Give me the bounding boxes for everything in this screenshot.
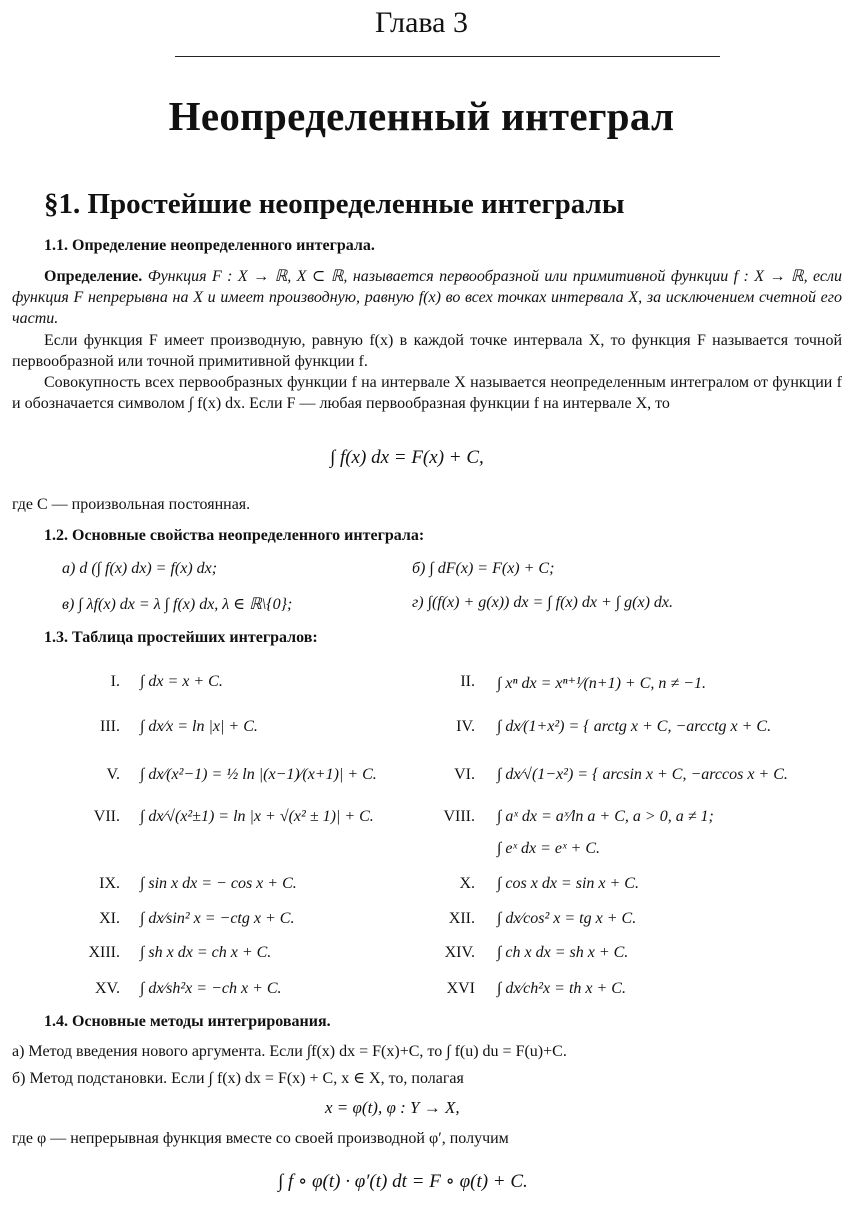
subsection-1-3-heading: 1.3. Таблица простейших интегралов:: [44, 629, 318, 646]
table-row-number: VI.: [454, 766, 475, 783]
table-formula: ∫ dx⁄√(x²±1) = ln |x + √(x² ± 1)| + C.: [140, 808, 374, 825]
table-row-number: XIII.: [88, 944, 120, 961]
table-formula: ∫ eˣ dx = eˣ + C.: [497, 840, 600, 857]
subsection-1-2-heading: 1.2. Основные свойства неопределенного интеграла:: [44, 527, 425, 544]
table-row-number: IX.: [99, 875, 120, 892]
table-row-number: VIII.: [443, 808, 475, 825]
table-formula: ∫ cos x dx = sin x + C.: [497, 875, 639, 892]
method-new-argument: а) Метод введения нового аргумента. Если ∫f(x) dx = F(x)+C, то ∫ f(u) du = F(u)+C.: [12, 1043, 567, 1060]
paragraph-text: Если функция F имеет производную, равную f(x) в каждой точке интервала X, то функция F называется точной первообразной или точной примитивной функции f.: [12, 332, 842, 370]
paragraph-text: Совокупность всех первообразных функции f на интервале X называется неопределенным интегралом от функции f и обозначается символом ∫ f(x) dx. Если F — любая первообразная функции f на интервале X, то: [12, 374, 842, 412]
constant-note: где C — произвольная постоянная.: [12, 496, 251, 513]
table-formula: ∫ dx⁄(1+x²) = { arctg x + C, −arcctg x + C.: [497, 718, 772, 735]
table-formula: ∫ aˣ dx = aˣ⁄ln a + C, a > 0, a ≠ 1;: [497, 808, 714, 825]
table-row-number: XIV.: [444, 944, 475, 961]
property-a: а) d (∫ f(x) dx) = f(x) dx;: [62, 560, 218, 577]
property-g: г) ∫(f(x) + g(x)) dx = ∫ f(x) dx + ∫ g(x) dx.: [412, 594, 673, 611]
table-row-number: XII.: [448, 910, 475, 927]
formula-substitution: x = φ(t), φ : Y → X,: [325, 1098, 460, 1117]
subsection-1-1-heading: 1.1. Определение неопределенного интеграла.: [44, 237, 375, 254]
substitution-note: где φ — непрерывная функция вместе со своей производной φ′, получим: [12, 1130, 509, 1147]
table-row-number: III.: [100, 718, 120, 735]
table-formula: ∫ sh x dx = ch x + C.: [140, 944, 272, 961]
table-formula: ∫ dx = x + C.: [140, 673, 223, 690]
table-row-number: X.: [459, 875, 475, 892]
table-row-number: IV.: [456, 718, 475, 735]
formula-indefinite-integral: ∫ f(x) dx = F(x) + C,: [330, 447, 484, 468]
table-formula: ∫ ch x dx = sh x + C.: [497, 944, 629, 961]
table-formula: ∫ dx⁄sin² x = −ctg x + C.: [140, 910, 295, 927]
table-formula: ∫ dx⁄(x²−1) = ½ ln |(x−1)⁄(x+1)| + C.: [140, 766, 377, 783]
method-substitution: б) Метод подстановки. Если ∫ f(x) dx = F(x) + C, x ∈ X, то, полагая: [12, 1070, 464, 1087]
table-row-number: VII.: [93, 808, 120, 825]
table-formula: ∫ dx⁄cos² x = tg x + C.: [497, 910, 637, 927]
property-b: б) ∫ dF(x) = F(x) + C;: [412, 560, 555, 577]
property-v: в) ∫ λf(x) dx = λ ∫ f(x) dx, λ ∈ ℝ\{0};: [62, 596, 293, 613]
table-row-number: XVI: [446, 980, 475, 997]
table-row-number: XV.: [94, 980, 120, 997]
definition-label: Определение.: [44, 268, 143, 285]
table-row-number: XI.: [99, 910, 120, 927]
chapter-heading: Глава 3: [375, 6, 468, 39]
chapter-title: Неопределенный интеграл: [168, 93, 675, 139]
paragraph-exact-antiderivative: [12, 330, 842, 372]
subsection-1-4-heading: 1.4. Основные методы интегрирования.: [44, 1013, 331, 1030]
section-heading: §1. Простейшие неопределенные интегралы: [44, 188, 625, 220]
table-row-number: I.: [110, 673, 120, 690]
definition-text: Функция F : X → ℝ, X ⊂ ℝ, называется первообразной или примитивной функции f : X → ℝ, если функция F непрерывна на X и имеет производную, равную f(x) во всех точках интервала X, за исключением счетной его части.: [12, 268, 843, 327]
table-formula: ∫ dx⁄√(1−x²) = { arcsin x + C, −arccos x + C.: [497, 766, 788, 783]
table-row-number: II.: [460, 673, 475, 690]
table-formula: ∫ dx⁄ch²x = th x + C.: [497, 980, 626, 997]
table-formula: ∫ sin x dx = − cos x + C.: [140, 875, 297, 892]
table-formula: ∫ dx⁄sh²x = −ch x + C.: [140, 980, 282, 997]
paragraph-indefinite-integral: [12, 372, 842, 414]
definition-paragraph: [12, 266, 842, 329]
formula-substitution-result: ∫ f ∘ φ(t) · φ′(t) dt = F ∘ φ(t) + C.: [278, 1171, 528, 1192]
table-formula: ∫ dx⁄x = ln |x| + C.: [140, 718, 258, 735]
table-row-number: V.: [106, 766, 120, 783]
chapter-rule: [175, 56, 720, 57]
table-formula: ∫ xⁿ dx = xⁿ⁺¹⁄(n+1) + C, n ≠ −1.: [497, 675, 706, 692]
